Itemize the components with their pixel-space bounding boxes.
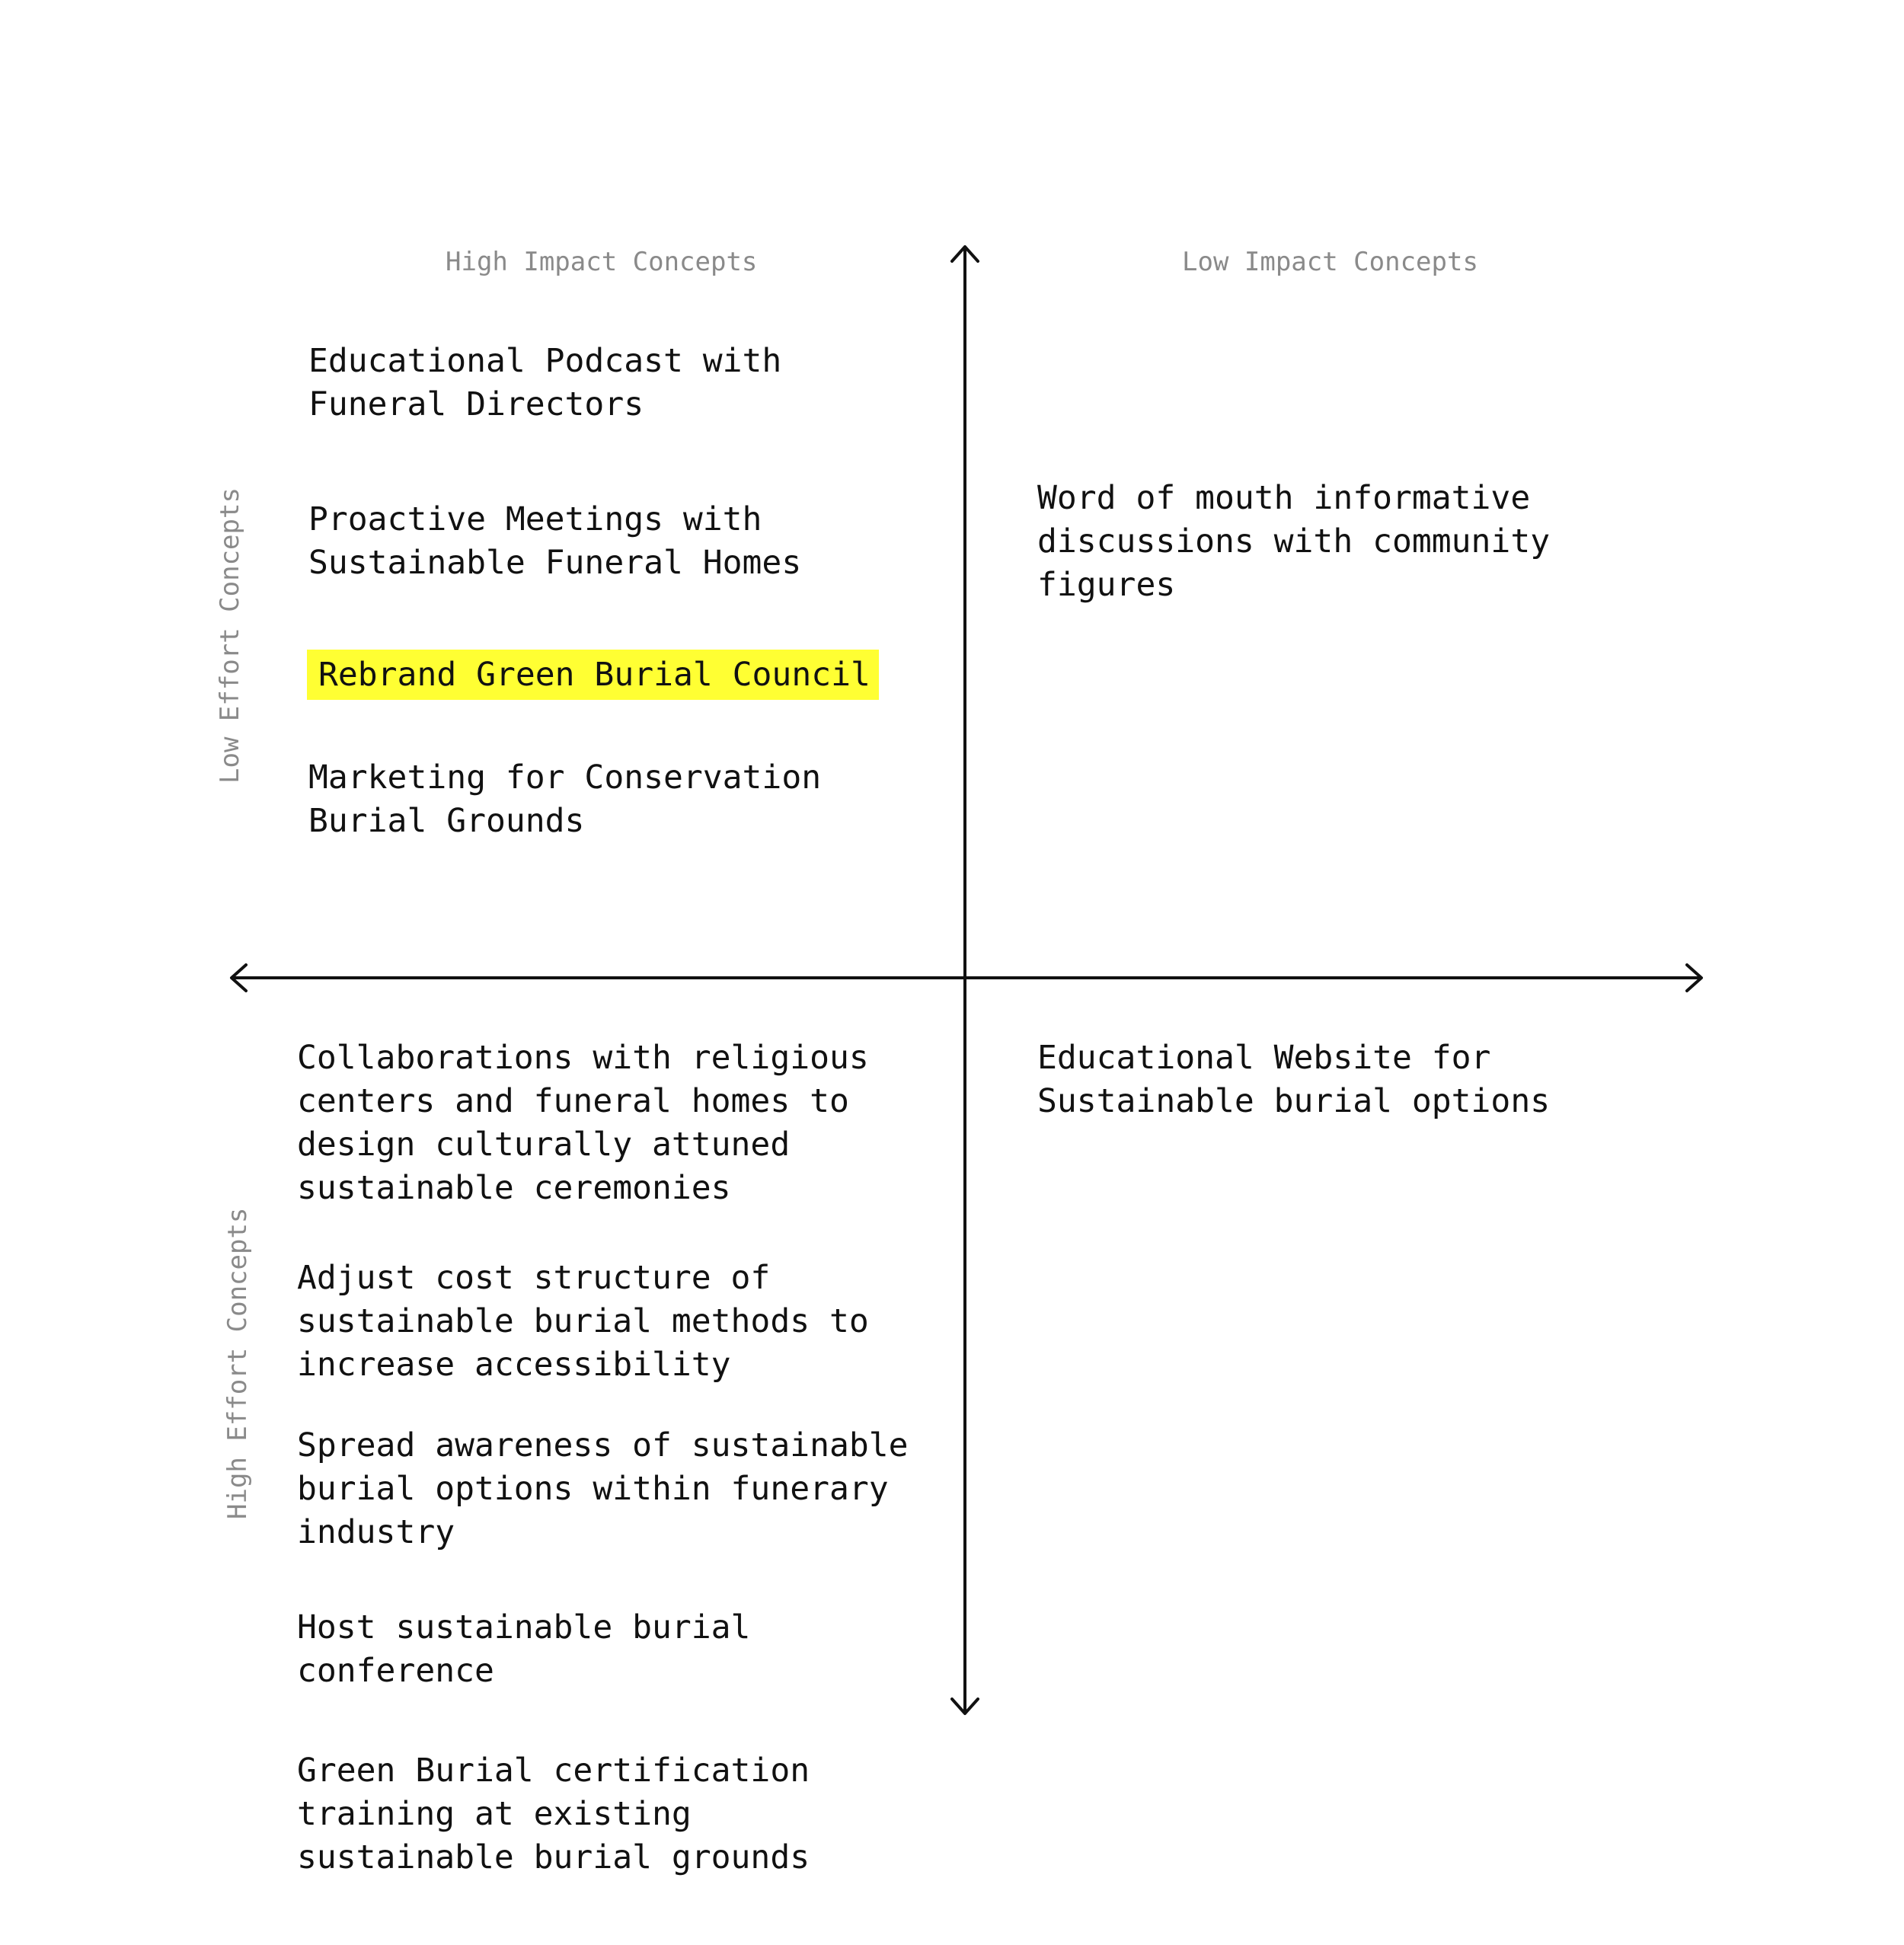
concept-certification-training: Green Burial certification training at existing sustainable burial grounds [297, 1752, 810, 1876]
concept-host-conference: Host sustainable burial conference [297, 1608, 751, 1690]
concept-spread-awareness: Spread awareness of sustainable burial options within funerary industry [297, 1426, 909, 1551]
concept-marketing-conservation-burial: Marketing for Conservation Burial Grounds [308, 759, 822, 840]
concept-educational-podcast: Educational Podcast with Funeral Directors [308, 342, 782, 423]
concept-word-of-mouth: Word of mouth informative discussions with community figures [1037, 479, 1551, 604]
concept-religious-collaborations: Collaborations with religious centers and funeral homes to design culturally attuned sustainable ceremonies [297, 1039, 869, 1207]
concept-educational-website: Educational Website for Sustainable burial options [1037, 1039, 1551, 1120]
low-impact-label: Low Impact Concepts [1182, 247, 1478, 277]
concept-proactive-meetings: Proactive Meetings with Sustainable Funeral Homes [308, 500, 802, 582]
high-impact-label: High Impact Concepts [446, 247, 758, 277]
concept-adjust-cost-structure: Adjust cost structure of sustainable burial methods to increase accessibility [297, 1259, 869, 1384]
high-effort-label: High Effort Concepts [222, 1207, 253, 1519]
concept-rebrand-green-burial-council: Rebrand Green Burial Council [307, 650, 879, 700]
low-effort-label: Low Effort Concepts [215, 487, 245, 784]
